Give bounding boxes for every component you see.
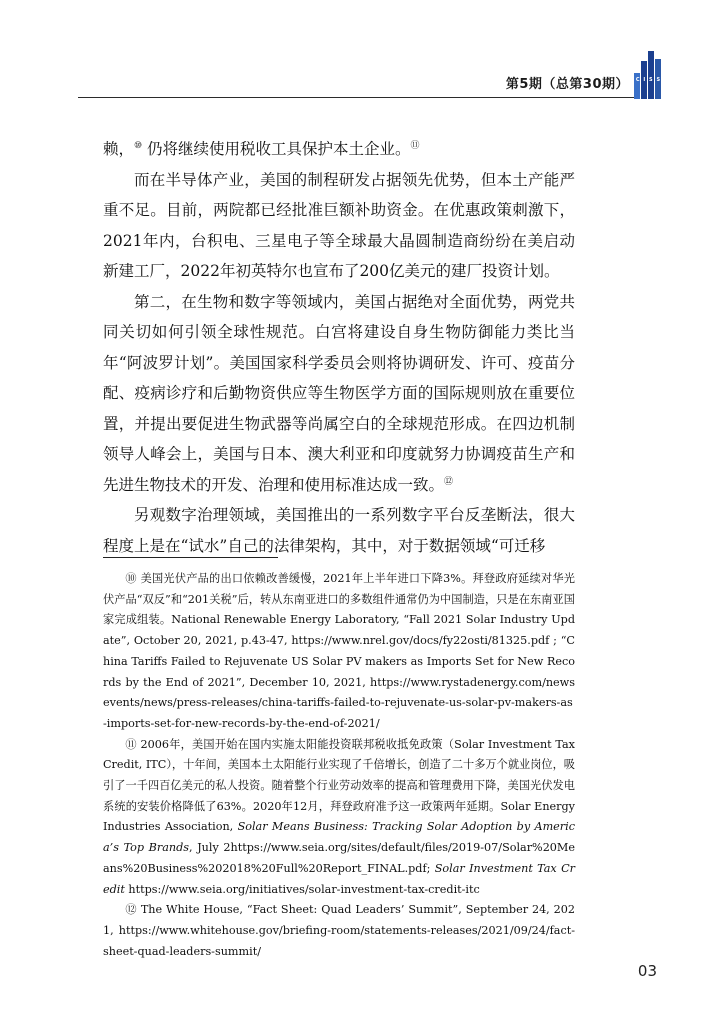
footnote-title: Solar Means Business: Tracking Solar Adoption by America’s Top Brands [103, 820, 575, 855]
paragraph [103, 134, 575, 165]
body-text [103, 134, 575, 561]
journal-logo [634, 47, 662, 99]
logo-letter: C [635, 77, 640, 83]
page-number: 03 [637, 962, 657, 980]
footnote-text: ⑪ 2006年，美国开始在国内实施太阳能投资联邦税收抵免政策（Solar Investment Tax Credit, ITC），十年间，美国本土太阳能行业实现了千倍增长，创造了二十多万个就业岗位，吸引了一千四百亿美元的私人投资。随着整个行业劳动效率的提高和管理费用下降，美国光伏发电系统的安装价格降低了63%。2020年12月，拜登政府准予这一政策两年延期。Solar Energy Industries Association, [103, 737, 575, 834]
header-rule [78, 97, 638, 98]
paragraph: 而在半导体产业，美国的制程研发占据领先优势，但本土产能严重不足。目前，两院都已经批准巨额补助资金。在优惠政策刺激下，2021年内，台积电、三星电子等全球最大晶圆制造商纷纷在美启动新建工厂，2022年初英特尔也宣布了200亿美元的建厂投资计划。 [103, 170, 575, 280]
footnote-ref[interactable]: ⑫ [444, 476, 454, 487]
paragraph-text: 仍将继续使用税收工具保护本土企业。 [142, 140, 411, 158]
logo-letter: S [649, 77, 653, 83]
logo-letter: S [656, 77, 661, 83]
footnote-text: , July 2https://www.seia.org/sites/default/files/2019-07/Solar%20Means%20Business%202018%20Full%20Report_FINAL.pdf; [103, 841, 576, 875]
footnote-title: Solar Investment Tax Credit [103, 861, 575, 896]
footnote-ref[interactable]: ⑩ [134, 140, 143, 151]
footnote-rule [103, 557, 278, 558]
paragraph-text: 第二，在生物和数字等领域内，美国占据绝对全面优势，两党共同关切如何引领全球性规范。白宫将建设自身生物防御能力类比当年“阿波罗计划”。美国国家科学委员会则将协调研发、许可、疫苗分配、疫病诊疗和后勤物资供应等生物医学方面的国际规则放在重要位置，并提出要促进生物武器等尚属空白的全球规范形成。在四边机制领导人峰会上，美国与日本、澳大利亚和印度就努力协调疫苗生产和先进生物技术的开发、治理和使用标准达成一致。 [103, 292, 575, 494]
paragraph: 另观数字治理领域，美国推出的一系列数字平台反垄断法，很大程度上是在“试水”自己的法律架构，其中，对于数据领域“可迁移 [103, 506, 575, 555]
footnote-ref[interactable]: ⑪ [410, 140, 420, 151]
logo-letter: I [643, 77, 646, 83]
paragraph [103, 287, 575, 501]
logo-letters [634, 77, 662, 83]
paragraph-text: 赖， [103, 140, 135, 158]
logo-bar [648, 51, 654, 99]
footnotes [103, 569, 575, 962]
footnote-10: ⑩ 美国光伏产品的出口依赖改善缓慢，2021年上半年进口下降3%。拜登政府延续对华光伏产品“双反”和“201关税”后，转从东南亚进口的多数组件通常仍为中国制造，只是在东南亚国家完成组装。National Renewable Energy Laboratory, “Fall 2021 Solar Industry Update”, October 20, 2021, p.43-47, https://www.nrel.gov/docs/fy22osti/81325.pdf ; “China Tariffs Failed to Rejuvenate US Solar PV makers as Imports Set for New Records by the End of 2021”, December 10, 2021, https://www.rystadenergy.com/newsevents/news/press-releases/china-tariffs-failed-to-rejuvenate-us-solar-pv-makers-as-imports-set-for-new-records-by-the-end-of-2021/ [103, 572, 575, 730]
footnote-12: ⑫ The White House, “Fact Sheet: Quad Leaders’ Summit”, September 24, 2021, https://www.whitehouse.gov/briefing-room/statements-releases/2021/09/24/fact-sheet-quad-leaders-summit/ [103, 903, 575, 958]
footnote-11 [103, 735, 575, 901]
issue-label: 第5期（总第30期） [505, 77, 629, 92]
footnote-text: https://www.seia.org/initiatives/solar-investment-tax-credit-itc [124, 882, 480, 896]
